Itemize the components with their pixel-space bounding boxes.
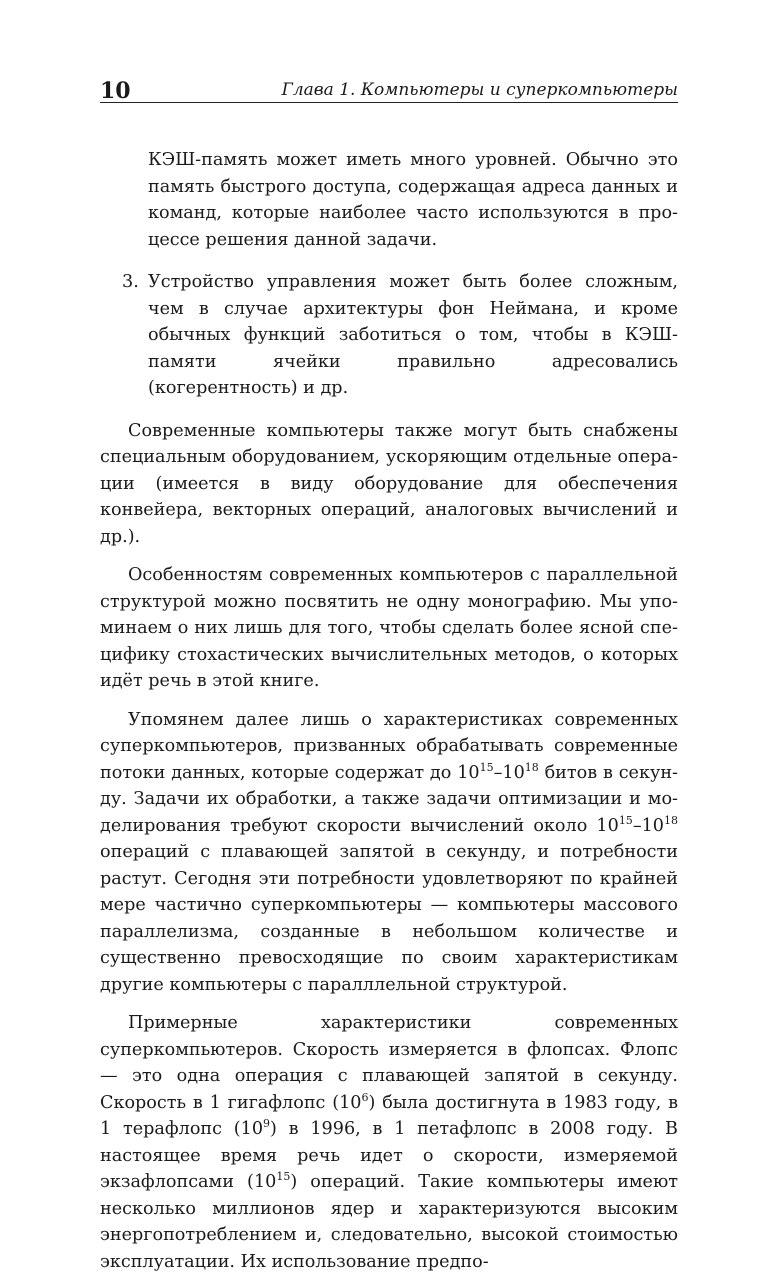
range-dash: –10 (493, 762, 525, 783)
power-base: 10 (457, 762, 480, 783)
paragraph-2: Особенностям современных компьютеров с параллельной структурой можно посвятить не одну монографию. Мы упоминаем о них лишь для того, чтобы сделать более ясной специфику стохастических вычислительных методов, о которых идёт речь в этой книге. (100, 565, 678, 691)
power-exponent: 18 (524, 760, 539, 774)
text-segment: Упомянем далее лишь о характеристиках современных суперкомпьютеров, призванных обрабатывать современные потоки данных, которые содержат до (100, 709, 678, 783)
text-segment: битов в секунду. Задачи их обработки, а также задачи оптимизации и моделирования требуют скорости вычислений около (100, 762, 678, 836)
book-page (100, 70, 678, 1275)
power-base: 10 (339, 1092, 362, 1113)
list-item-3 (122, 269, 678, 402)
list-item-continuation: КЭШ-память может иметь много уровней. Обычно это память быстрого доступа, содержащая адреса данных и команд, которые наиболее часто используются в процессе решения данной задачи. (148, 150, 678, 250)
power-exponent: 15 (618, 813, 633, 827)
power-base: 10 (253, 1172, 277, 1192)
power-exponent: 15 (276, 1170, 291, 1183)
list-item-number: 3. (122, 272, 139, 292)
text-segment: операций с плавающей запятой в секунду, и потребности растут. Сегодня эти потребности удовлетворяют по крайней мере частично суперкомпьютеры — компьютеры массового параллелизма, созданные в небольшом количестве и существенно превосходящие по своим характеристикам другие компьютеры с паралллельной структурой. (100, 842, 678, 995)
list-item-text: Устройство управления может быть более сложным, чем в случае архитектуры фон Неймана, и кроме обычных функций заботиться о том, чтобы в КЭШ-памяти ячейки правильно адресовались (когерентность) и др. (148, 272, 678, 398)
text-segment: ) была достигнута в 1983 году, в 1 терафлопс ( (100, 1092, 678, 1139)
text-segment: ) операций. Такие компьютеры имеют несколько миллионов ядер и характеризуются высоким энергопотреблением и, следовательно, высокой стоимостью эксплуатации. Их использование предпо- (100, 1172, 678, 1272)
power-exponent: 18 (664, 813, 678, 827)
text-segment: Примерные характеристики современных суперкомпьютеров. Скорость измеряется в флопсах. Флопс — это одна операция с плавающей запятой в секунду. Скорость в 1 гигафлопс ( (100, 1013, 678, 1113)
running-title: Глава 1. Компьютеры и суперкомпьютеры (281, 80, 678, 100)
paragraph-4 (100, 1010, 678, 1275)
power-exponent: 15 (479, 760, 494, 774)
paragraph-3 (100, 707, 678, 999)
page-header (100, 70, 678, 103)
range-dash: –10 (632, 815, 664, 836)
power-exponent: 6 (361, 1090, 369, 1104)
power-base: 10 (240, 1119, 264, 1139)
paragraph-1: Современные компьютеры также могут быть снабжены специальным оборудованием, ускоряющим отдельные операции (имеется в виду оборудование для обеспечения конвейера, векторных операций, аналоговых вычислений и др.). (100, 420, 678, 547)
page-body (100, 147, 678, 1275)
page-number: 10 (100, 78, 131, 104)
power-exponent: 9 (263, 1117, 271, 1130)
power-base: 10 (596, 815, 619, 836)
text-segment: ) в 1996, в 1 петафлопс в 2008 году. В настоящее время речь идет о скорости, измеряемой экзафлопсами ( (100, 1119, 678, 1192)
